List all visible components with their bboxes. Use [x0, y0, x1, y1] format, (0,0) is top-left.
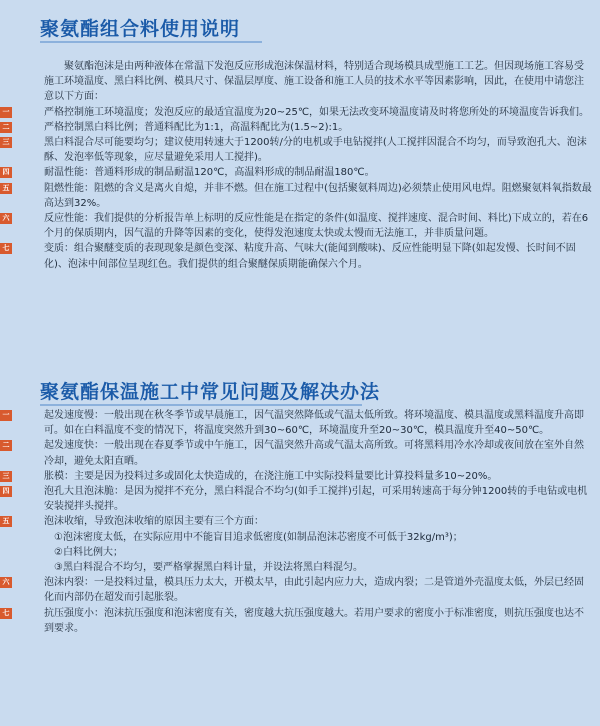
item-text: 反应性能：我们提供的分析报告单上标明的反应性能是在指定的条件(如温度、搅拌速度、混合时间、料比)下成立的，若在6个月的保质期内，因气温的升降等因素的变化，使得发泡速度太快或太慢而无法施工，并非质量问题。: [44, 213, 589, 240]
item-text: 严格控制黑白料比例；普通料配比为1:1，高温料配比为(1.5~2):1。: [44, 121, 349, 133]
sub-item: ②白料比例大；: [54, 546, 123, 558]
sub-item: ③黑白料混合不均匀，要严格掌握黑白料计量，并设法将黑白料混匀。: [54, 562, 363, 574]
item-text: 泡孔大且泡沫脆：是因为搅拌不充分，黑白料混合不均匀(如手工搅拌)引起，可采用转速高于每分钟1200转的手电钻或电机安装搅拌头搅拌。: [44, 486, 588, 513]
number-badge: 四: [0, 167, 12, 178]
section1-intro: 聚氨酯泡沫是由两种液体在常温下发泡反应形成泡沫保温材料，特别适合现场模具成型施工工艺。但因现场施工容易受施工环境温度、黑白料比例、模具尺寸、保温层厚度、施工设备和施工人员的技术水平等因素影响，因此，在使用中请您注意以下方面：: [44, 61, 584, 103]
list-item: [2, 438, 592, 468]
number-badge: 五: [0, 183, 12, 194]
number-badge: 五: [0, 516, 12, 527]
list-item: [2, 408, 592, 438]
item-text: 耐温性能：普通料形成的制品耐温120℃，高温料形成的制品耐温180℃。: [44, 167, 375, 179]
list-item: [2, 484, 592, 514]
list-item: [2, 606, 592, 636]
list-item: [2, 181, 592, 211]
number-badge: 七: [0, 608, 12, 619]
sub-item: ①泡沫密度太低，在实际应用中不能盲目追求低密度(如制品泡沫芯密度不可低于32kg/m³)；: [54, 531, 463, 543]
list-item: [2, 165, 592, 180]
item-text: 黑白料混合尽可能要均匀；建议使用转速大于1200转/分的电机或手电钻搅拌(人工搅拌因混合不均匀，而导致泡孔大、泡沫酥、发泡率低等现象，应尽量避免采用人工搅拌)。: [44, 137, 587, 164]
section1-underline: [40, 41, 262, 43]
number-badge: 三: [0, 137, 12, 148]
item-text: 阻燃性能：阻燃的含义是离火自熄，并非不燃。但在施工过程中(包括聚氨料周边)必须禁止使用风电焊。阻燃聚氨料氧指数最高达到32%。: [44, 182, 592, 209]
list-item: [2, 105, 592, 120]
item-text: 变质：组合聚醚变质的表现现象是颜色变深、粘度升高、气味大(能闻到酸味)、反应性能明显下降(如起发慢、长时间不固化)、泡沫中间部位呈现红色。我们提供的组合聚醚保质期能确保六个月。: [44, 243, 576, 270]
list-item: [2, 211, 592, 241]
section2-list: [2, 408, 592, 636]
item-text: 泡沫收缩，导致泡沫收缩的原因主要有三个方面：: [44, 516, 264, 528]
section1-title: 聚氨酯组合料使用说明: [40, 18, 241, 40]
item-text: 严格控制施工环境温度；发泡反应的最适宜温度为20~25℃，如果无法改变环境温度请及时将您所处的环境温度告诉我们。: [44, 106, 590, 118]
section2-body: [2, 408, 592, 636]
list-item: [2, 241, 592, 271]
list-item: [2, 120, 592, 135]
item-text: 起发速度快：一般出现在春夏季节或中午施工，因气温突然升高或气温太高所致。可将黑料用冷水冷却或夜间放在室外自然冷却，避免太阳直晒。: [44, 440, 584, 467]
number-badge: 六: [0, 577, 12, 588]
section1-list: [2, 105, 592, 272]
number-badge: 二: [0, 122, 12, 133]
list-item: [2, 469, 592, 484]
number-badge: 一: [0, 410, 12, 421]
item-text: 抗压强度小：泡沫抗压强度和泡沫密度有关，密度越大抗压强度越大。若用户要求的密度小于标准密度，则抗压强度也达不到要求。: [44, 607, 584, 634]
item-text: 泡沫内裂：一是投料过量，模具压力太大，开模太早，由此引起内应力大，造成内裂；二是管道外壳温度太低，外层已经固化而内部仍在超发而引起胀裂。: [44, 577, 584, 604]
section2-title: 聚氨酯保温施工中常见问题及解决办法: [40, 381, 381, 403]
item-text: 胀模：主要是因为投料过多或固化太快造成的，在浇注施工中实际投料量要比计算投料量多10~20%。: [44, 470, 498, 482]
number-badge: 六: [0, 213, 12, 224]
item-text: 起发速度慢：一般出现在秋冬季节或早晨施工，因气温突然降低或气温太低所致。将环境温度、模具温度或黑料温度升高即可。如在白料温度不变的情况下，将温度突然升到30~60℃，环境温度升至20~30℃，模具温度升至40~50℃。: [44, 410, 584, 437]
list-item: [2, 514, 592, 529]
number-badge: 一: [0, 107, 12, 118]
list-item: [2, 135, 592, 165]
section1-body: [2, 59, 592, 272]
number-badge: 四: [0, 486, 12, 497]
section2-underline: [40, 404, 362, 406]
number-badge: 二: [0, 440, 12, 451]
number-badge: 三: [0, 471, 12, 482]
list-item: [2, 575, 592, 605]
number-badge: 七: [0, 243, 12, 254]
